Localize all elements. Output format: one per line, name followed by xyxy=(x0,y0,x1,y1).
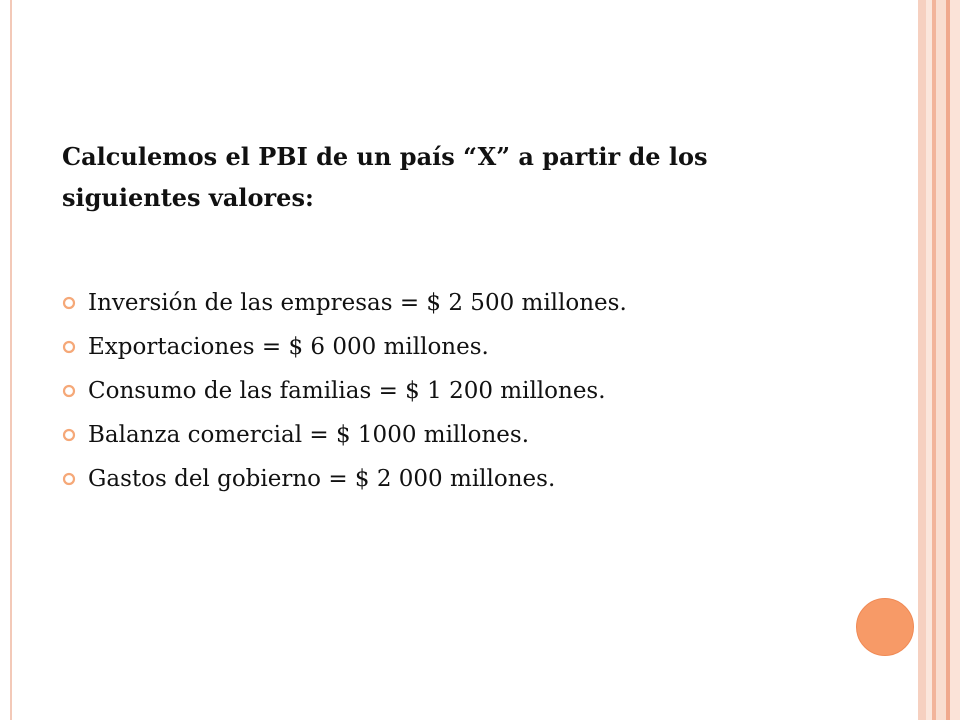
hollow-circle-bullet-icon xyxy=(62,340,76,354)
list-item-text: Gastos del gobierno = $ 2 000 millones. xyxy=(88,466,556,492)
list-item xyxy=(62,325,882,369)
values-list xyxy=(62,281,882,501)
hollow-circle-bullet-icon xyxy=(62,296,76,310)
list-item xyxy=(62,413,882,457)
list-item xyxy=(62,457,882,501)
list-item-text: Balanza comercial = $ 1000 millones. xyxy=(88,422,530,448)
right-stripe xyxy=(918,0,926,720)
orange-circle-decoration xyxy=(856,598,914,656)
right-stripe xyxy=(950,0,960,720)
slide-title xyxy=(62,136,882,218)
hollow-circle-bullet-icon xyxy=(62,384,76,398)
list-item-text: Exportaciones = $ 6 000 millones. xyxy=(88,334,489,360)
list-item xyxy=(62,369,882,413)
right-stripe xyxy=(936,0,946,720)
title-line-1: Calculemos el PBI de un país “X” a partir de los xyxy=(62,142,708,171)
list-item xyxy=(62,281,882,325)
hollow-circle-bullet-icon xyxy=(62,428,76,442)
title-line-2: siguientes valores: xyxy=(62,183,314,212)
list-item-text: Consumo de las familias = $ 1 200 millones. xyxy=(88,378,606,404)
hollow-circle-bullet-icon xyxy=(62,472,76,486)
left-frame-line xyxy=(10,0,12,720)
list-item-text: Inversión de las empresas = $ 2 500 millones. xyxy=(88,290,627,316)
